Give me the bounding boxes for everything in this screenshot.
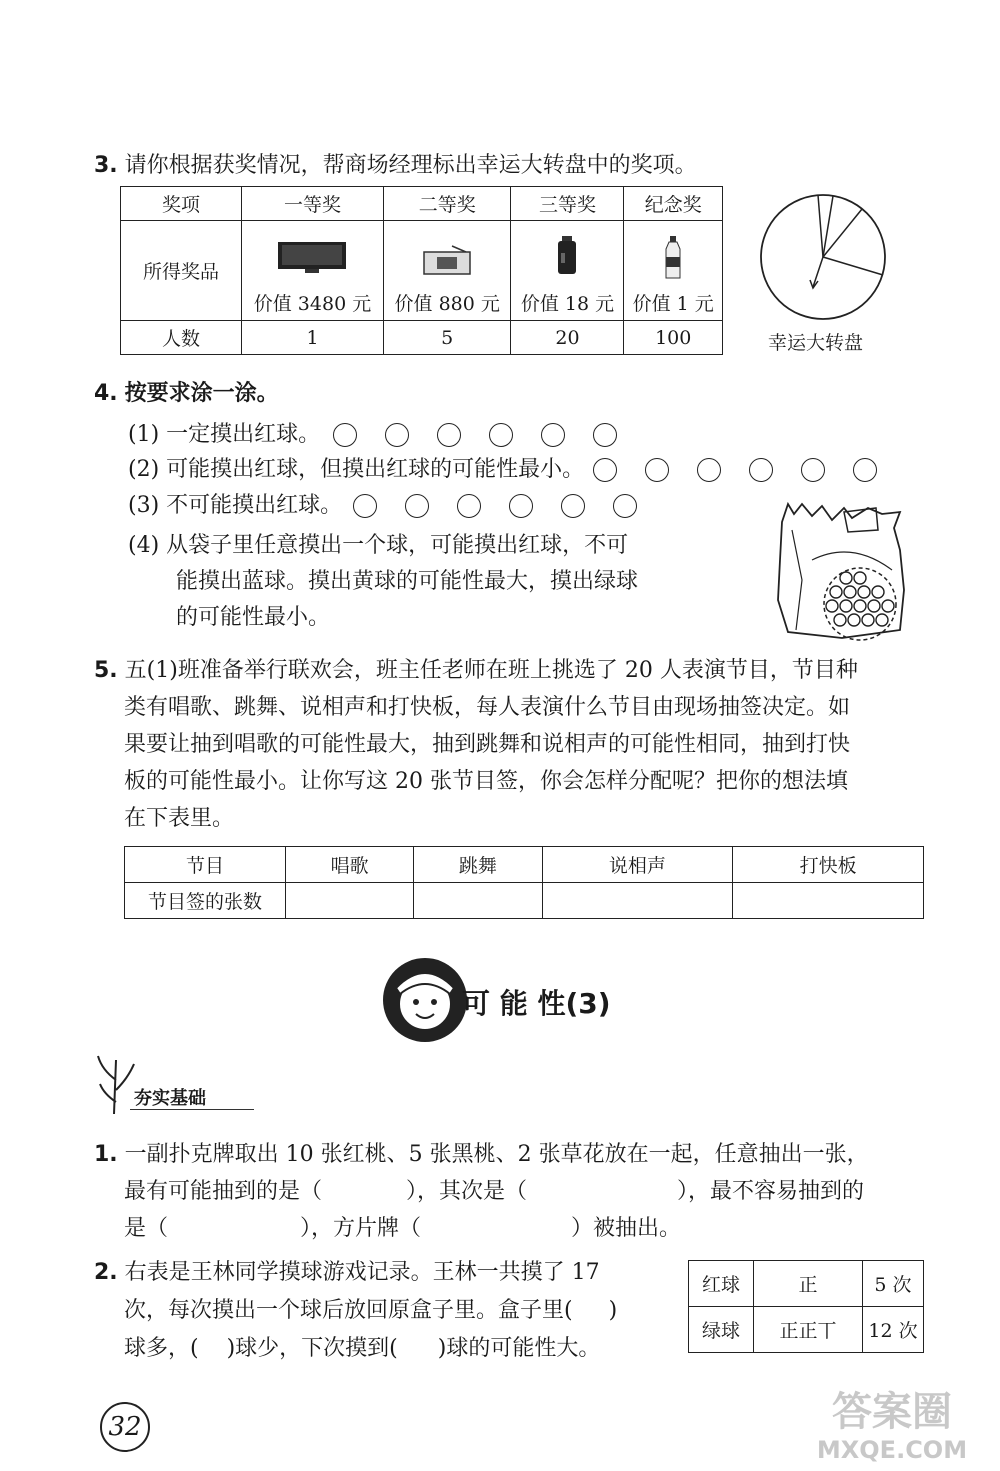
q5-header-row	[125, 847, 924, 883]
paint-circle[interactable]	[561, 494, 585, 518]
paint-circle[interactable]	[801, 458, 825, 482]
q3-price: 价值 3480 元	[253, 293, 372, 315]
q4-item-line: 从袋子里任意摸出一个球，可能摸出红球，不可	[166, 533, 629, 558]
q3-people-label: 人数	[121, 321, 242, 355]
wheel-caption: 幸运大转盘	[768, 332, 864, 354]
q4-item-line: 能摸出蓝球。摸出黄球的可能性最大，摸出绿球	[176, 569, 639, 594]
q5-line: 五(1)班准备举行联欢会，班主任老师在班上挑选了 20 人表演节目，节目种	[124, 658, 858, 683]
p2-ball-cell: 红球	[689, 1261, 754, 1307]
q3-people-cell: 100	[624, 321, 723, 355]
q5-question	[94, 652, 934, 837]
section-title: 可 能 性(3)	[462, 987, 611, 1020]
q4-item-4	[128, 528, 638, 636]
q3-people-cell: 5	[383, 321, 511, 355]
q5-count-row	[125, 883, 924, 919]
tv-icon	[277, 241, 347, 275]
q4-item-label: (3)	[128, 493, 160, 518]
ball-bag-icon	[772, 500, 912, 646]
q4-item-text: 不可能摸出红球。	[166, 493, 343, 518]
p1-text: ），方片牌（	[300, 1216, 422, 1241]
p2-text: 球多，(	[124, 1336, 199, 1361]
section-sublabel: 夯实基础	[134, 1088, 206, 1109]
q3-question	[94, 148, 697, 184]
watermark-line: 答案圈	[832, 1389, 952, 1435]
p2-tally-row	[689, 1307, 924, 1353]
q3-prize-row	[121, 221, 723, 321]
q4-item-2	[128, 455, 877, 485]
q5-header-cell: 唱歌	[286, 847, 414, 883]
q5-line: 在下表里。	[124, 806, 235, 831]
q4-item-label: (1)	[128, 422, 160, 447]
q4-item-label: (2)	[128, 457, 160, 482]
q5-answer-cell[interactable]	[286, 883, 414, 919]
q5-answer-cell[interactable]	[542, 883, 733, 919]
q4-item-label: (4)	[128, 533, 160, 558]
p2-number: 2.	[94, 1260, 118, 1285]
q5-number: 5.	[94, 658, 118, 683]
q3-header-cell: 二等奖	[383, 187, 511, 221]
q5-line: 板的可能性最小。让你写这 20 张节目签，你会怎样分配呢？把你的想法填	[124, 769, 848, 794]
p1-number: 1.	[94, 1142, 118, 1167]
paint-circle[interactable]	[593, 458, 617, 482]
q3-prize-table	[120, 186, 723, 355]
paint-circle[interactable]	[385, 423, 409, 447]
p2-line: 右表是王林同学摸球游戏记录。王林一共摸了 17	[124, 1260, 600, 1285]
section-underline	[130, 1109, 254, 1110]
radio-icon	[422, 245, 472, 275]
paint-circle[interactable]	[749, 458, 773, 482]
paint-circle[interactable]	[645, 458, 669, 482]
p1-text: ）被抽出。	[571, 1216, 682, 1241]
p1-line: 一副扑克牌取出 10 张红桃、5 张黑桃、2 张草花放在一起，任意抽出一张，	[124, 1142, 869, 1167]
paint-circle[interactable]	[333, 423, 357, 447]
q4-item-text: 可能摸出红球，但摸出红球的可能性最小。	[166, 457, 585, 482]
q5-header-cell: 节目	[125, 847, 286, 883]
q3-header-cell: 奖项	[121, 187, 242, 221]
q3-people-row	[121, 321, 723, 355]
q3-text: 请你根据获奖情况，帮商场经理标出幸运大转盘中的奖项。	[124, 153, 697, 178]
p2-tally-table	[688, 1260, 924, 1353]
q5-answer-cell[interactable]	[733, 883, 924, 919]
q5-line: 果要让抽到唱歌的可能性最大，抽到跳舞和说相声的可能性相同，抽到打快	[124, 732, 851, 757]
q5-row-label: 节目签的张数	[125, 883, 286, 919]
p1-text: 是（	[124, 1216, 169, 1241]
q5-header-cell: 打快板	[733, 847, 924, 883]
q3-number: 3.	[94, 153, 118, 178]
p2-tally-cell: 正	[754, 1261, 863, 1307]
p1-text: ），其次是（	[406, 1179, 528, 1204]
watermark-logo	[792, 1388, 992, 1464]
paint-circle[interactable]	[593, 423, 617, 447]
q3-price: 价值 18 元	[520, 293, 615, 315]
p1-text: ），最不容易抽到的	[677, 1179, 865, 1204]
p2-text: )球少，下次摸到(	[226, 1336, 398, 1361]
q4-number: 4.	[94, 381, 118, 406]
q4-item-1	[128, 420, 631, 450]
paint-circle[interactable]	[541, 423, 565, 447]
mascot-icon	[380, 948, 470, 1052]
p2-text: )球的可能性大。	[437, 1336, 601, 1361]
bottle-icon	[663, 235, 683, 279]
q5-header-cell: 说相声	[542, 847, 733, 883]
paint-circle[interactable]	[457, 494, 481, 518]
q5-header-cell: 跳舞	[414, 847, 542, 883]
q3-people-cell: 20	[511, 321, 624, 355]
p1-question	[94, 1136, 954, 1247]
q3-prize-label: 所得奖品	[121, 221, 242, 321]
q3-prize-cell	[383, 221, 511, 321]
q3-price: 价值 880 元	[394, 293, 500, 315]
paint-circle[interactable]	[489, 423, 513, 447]
q3-header-cell: 一等奖	[242, 187, 384, 221]
q3-header-row	[121, 187, 723, 221]
q3-prize-cell	[511, 221, 624, 321]
paint-circle[interactable]	[697, 458, 721, 482]
lucky-wheel	[758, 192, 888, 326]
q3-prize-cell	[242, 221, 384, 321]
q4-item-text: 一定摸出红球。	[166, 422, 321, 447]
q5-line: 类有唱歌、跳舞、说相声和打快板，每人表演什么节目由现场抽签决定。如	[124, 695, 851, 720]
p2-text: 次，每次摸出一个球后放回原盒子里。盒子里(	[124, 1298, 573, 1323]
q5-program-table	[124, 846, 924, 919]
watermark-line: MXQE.COM	[816, 1436, 968, 1464]
paint-circle[interactable]	[613, 494, 637, 518]
q4-item-3	[128, 491, 651, 521]
q3-people-cell: 1	[242, 321, 384, 355]
paint-circle[interactable]	[509, 494, 533, 518]
p2-ball-cell: 绿球	[689, 1307, 754, 1353]
paint-circle[interactable]	[437, 423, 461, 447]
paint-circle[interactable]	[353, 494, 377, 518]
q4-item-line: 的可能性最小。	[176, 605, 331, 630]
q5-answer-cell[interactable]	[414, 883, 542, 919]
q3-price: 价值 1 元	[632, 293, 714, 315]
q3-prize-cell	[624, 221, 723, 321]
page-number: 32	[100, 1402, 150, 1452]
thermos-icon	[556, 235, 578, 275]
p2-count-cell: 12 次	[863, 1307, 924, 1353]
q3-header-cell: 纪念奖	[624, 187, 723, 221]
p1-text: 最有可能抽到的是（	[124, 1179, 323, 1204]
p2-count-cell: 5 次	[863, 1261, 924, 1307]
p2-question	[94, 1254, 684, 1368]
q3-header-cell: 三等奖	[511, 187, 624, 221]
paint-circle[interactable]	[853, 458, 877, 482]
p2-tally-row	[689, 1261, 924, 1307]
paint-circle[interactable]	[405, 494, 429, 518]
p2-text: )	[608, 1298, 618, 1323]
p2-tally-cell: 正正丅	[754, 1307, 863, 1353]
q4-question	[94, 376, 279, 412]
q4-title: 按要求涂一涂。	[124, 381, 279, 406]
